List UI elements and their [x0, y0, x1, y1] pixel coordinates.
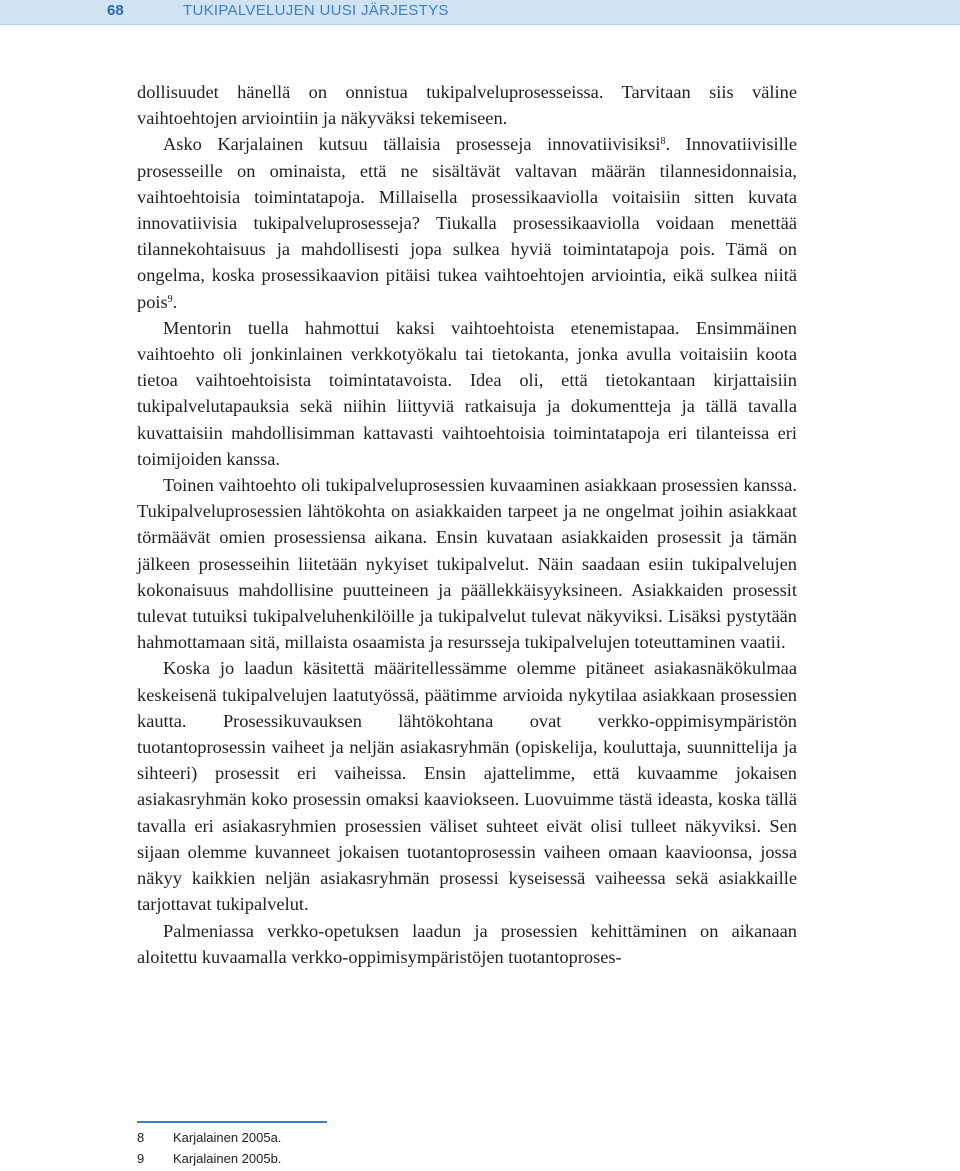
paragraph-4: Toinen vaihtoehto oli tukipalveluprosessien kuvaaminen asiakkaan prosessien kanssa. Tukipalveluprosessien lähtökohta on asiakkaiden tarpeet ja ne ongelmat joihin asiakkaat törmäävät omien prosessiensa aikana. Ensin kuvataan asiakkaiden prosessit ja tämän jälkeen prosesseihin liitetään nykyiset tukipalvelut. Näin saadaan esiin tukipalvelujen kokonaisuus mahdollisine puutteineen ja päällekkäisyyksineen. Asiakkaiden prosessit tulevat tutuiksi tukipalveluhenkilöille ja tukipalvelut tulevat näkyviksi. Lisäksi pystytään hahmottamaan sitä, millaista osaamista ja resursseja tukipalvelujen toteuttaminen vaatii.: [137, 475, 797, 653]
paragraph-2: [137, 131, 797, 314]
paragraph-3: Mentorin tuella hahmottui kaksi vaihtoehtoista etenemistapaa. Ensimmäinen vaihtoehto oli jonkinlainen verkkotyökalu tai tietokanta, jonka avulla voitaisiin koota tietoa vaihtoehtoisista toimintatavoista. Idea oli, että tietokantaan kirjattaisiin tukipalvelutapauksia sekä niihin liittyviä ratkaisuja ja dokumentteja ja tällä tavalla kuvattaisiin mahdollisimman kattavasti vaihtoehtoisia toimintatapoja eri tilanteissa eri toimijoiden kanssa.: [137, 317, 797, 469]
footnote-text: Karjalainen 2005a.: [173, 1130, 282, 1145]
footnotes: [137, 1127, 281, 1169]
footnote-divider: [137, 1121, 327, 1123]
footnote-number: 9: [137, 1151, 145, 1166]
paragraph-1: dollisuudet hänellä on onnistua tukipalveluprosesseissa. Tarvitaan siis väline vaihtoehtojen arviointiin ja näkyväksi tekemiseen.: [137, 82, 797, 129]
footnote-ref-8: 8: [660, 136, 666, 148]
paragraph-5: Koska jo laadun käsitettä määritellessämme olemme pitäneet asiakasnäkökulmaa keskeisenä tukipalvelujen laatutyössä, päätimme arvioida nykytilaa asiakkaan prosessien kautta. Prosessikuvauksen lähtökohtana ovat verkko-oppimisympäristön tuotantoprosessin vaiheet ja neljän asiakasryhmän (opiskelija, kouluttaja, suunnittelija ja sihteeri) prosessit eri vaiheissa. Ensin ajattelimme, että kuvaamme jokaisen asiakasryhmän koko prosessin omaksi kaaviokseen. Luovuimme tästä ideasta, koska tällä tavalla eri asiakasryhmien prosessien väliset suhteet eivät olisi tulleet näkyviksi. Sen sijaan olemme kuvanneet jokaisen tuotantoprosessin vaiheen omaan kaavioonsa, jossa näkyy kaikkien neljän asiakasryhmän prosessi kyseisessä vaiheessa sekä asiakkaille tarjottavat tukipalvelut.: [137, 658, 797, 915]
paragraph-2-text-c: .: [172, 291, 178, 312]
footnote-number: 8: [137, 1130, 145, 1145]
footnote-9: [137, 1148, 281, 1169]
page-number: 68: [107, 2, 124, 19]
footnote-text: Karjalainen 2005b.: [173, 1151, 282, 1166]
paragraph-6: Palmeniassa verkko-opetuksen laadun ja prosessien kehittäminen on aikanaan aloitettu kuvaamalla verkko-oppimisympäristöjen tuotantoproses-: [137, 920, 797, 967]
running-header: [0, 0, 960, 25]
paragraph-2-text-a: Asko Karjalainen kutsuu tällaisia prosesseja innovatiivisiksi: [163, 134, 661, 155]
footnote-ref-9: 9: [167, 293, 173, 305]
body-text: [137, 79, 797, 970]
footnote-8: [137, 1127, 281, 1148]
running-title: TUKIPALVELUJEN UUSI JÄRJESTYS: [183, 2, 449, 19]
paragraph-2-text-b: . Innovatiivisille prosesseille on ominaista, että ne sisältävät valtavan määrän tilannesidonnaisia, vaihtoehtoisia toimintatapoja. Millaisella prosessikaaviolla voitaisiin sitten kuvata innovatiivisia tukipalveluprosesseja? Tiukalla prosessikaaviolla voidaan menettää tilannekohtaisuus ja mahdollisesti jopa sulkea hyviä toimintatapoja pois. Tämä on ongelma, koska prosessikaavion pitäisi tukea vaihtoehtojen arviointia, eikä sulkea niitä pois: [137, 134, 797, 312]
